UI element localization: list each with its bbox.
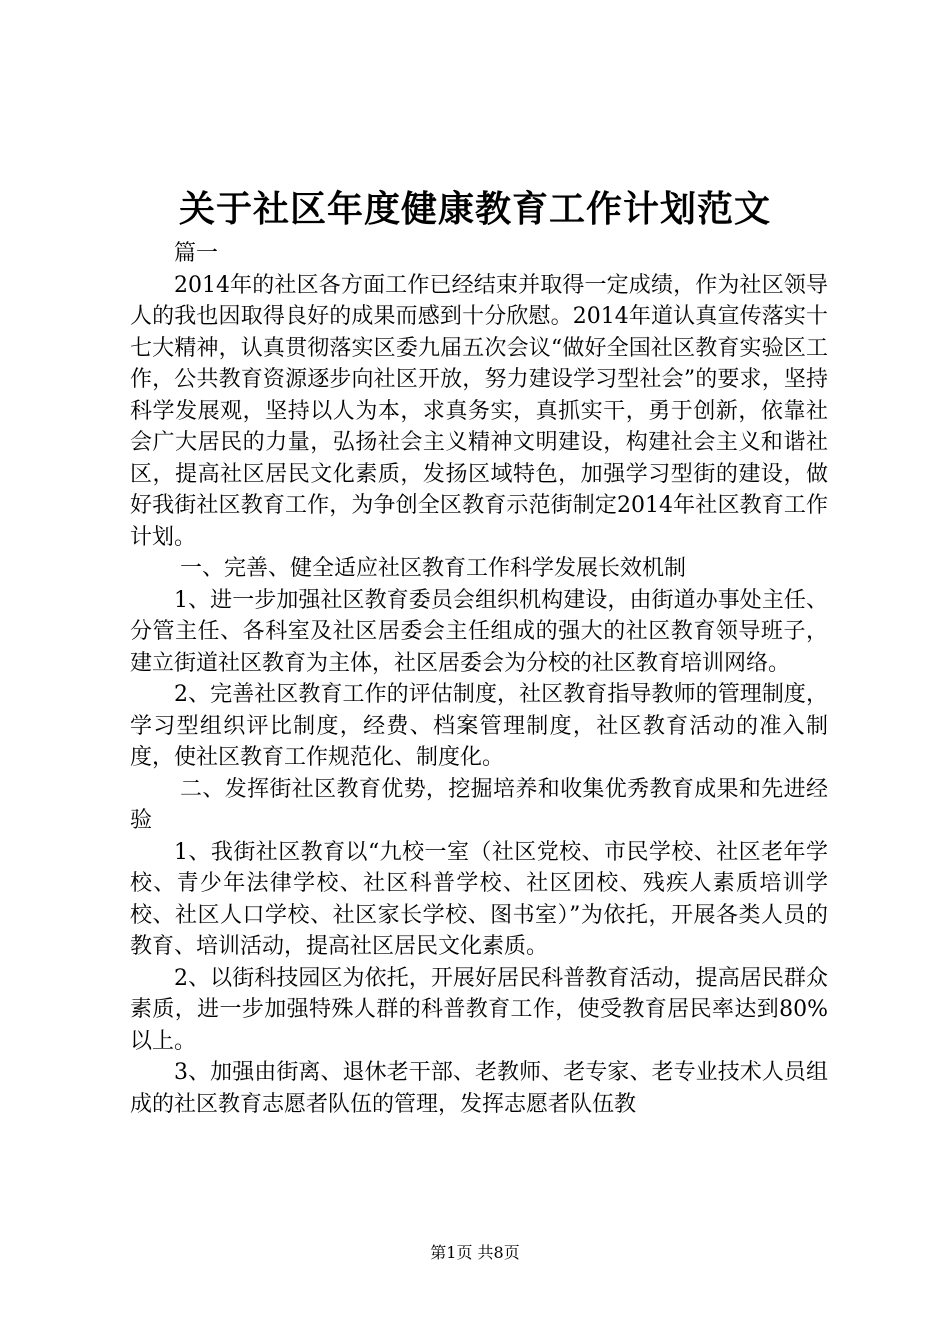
paragraph-intro: 2014年的社区各方面工作已经结束并取得一定成绩，作为社区领导人的我也因取得良好的成果而感到十分欣慰。2014年道认真宣传落实十七大精神，认真贯彻落实区委九届五次会议“做好全国社区教育实验区工作，公共教育资源逐步向社区开放，努力建设学习型社会”的要求，坚持科学发展观，坚持以人为本，求真务实，真抓实干，勇于创新，依靠社会广大居民的力量，弘扬社会主义精神文明建设，构建社会主义和谐社区，提高社区居民文化素质，发扬区域特色，加强学习型街的建设，做好我街社区教育工作，为争创全区教育示范街制定2014年社区教育工作计划。 [130, 272, 828, 550]
paragraph-1-1: 1、进一步加强社区教育委员会组织机构建设，由街道办事处主任、分管主任、各科室及社区居委会主任组成的强大的社区教育领导班子，建立街道社区教育为主体，社区居委会为分校的社区教育培训网络。 [130, 587, 828, 676]
document-body [130, 238, 828, 1120]
paragraph-2-3: 3、加强由街离、退休老干部、老教师、老专家、老专业技术人员组成的社区教育志愿者队伍的管理，发挥志愿者队伍教 [130, 1060, 828, 1117]
section-label: 篇一 [174, 241, 219, 266]
paragraph-1-2: 2、完善社区教育工作的评估制度，社区教育指导教师的管理制度，学习型组织评比制度，经费、档案管理制度，社区教育活动的准入制度，使社区教育工作规范化、制度化。 [130, 682, 828, 770]
section-heading-2: 二、发挥街社区教育优势，挖掘培养和收集优秀教育成果和先进经验 [130, 776, 828, 833]
document-title: 关于社区年度健康教育工作计划范文 [178, 188, 771, 230]
paragraph-2-2: 2、以街科技园区为依托，开展好居民科普教育活动，提高居民群众素质，进一步加强特殊人群的科普教育工作，使受教育居民率达到80%以上。 [130, 965, 828, 1054]
section-heading-1: 一、完善、健全适应社区教育工作科学发展长效机制 [180, 556, 687, 581]
page-footer: 第1页 共8页 [430, 1243, 520, 1262]
paragraph-2-1: 1、我街社区教育以“九校一室（社区党校、市民学校、社区老年学校、青少年法律学校、社区科普学校、社区团校、残疾人素质培训学校、社区人口学校、社区家长学校、图书室）”为依托，开展各类人员的教育、培训活动，提高社区居民文化素质。 [130, 839, 828, 959]
